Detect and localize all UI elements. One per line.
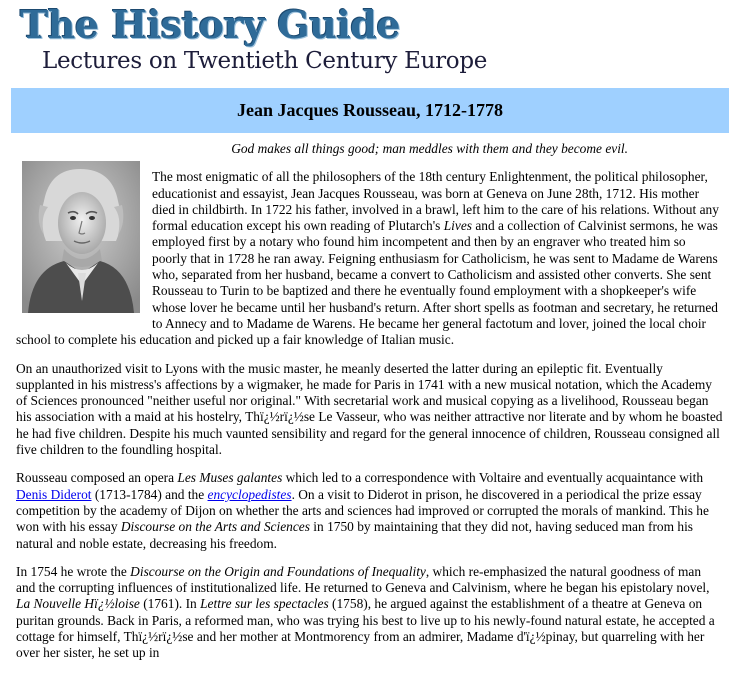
p4-text-d: (1758), he argued against the establishment of a theatre at Geneva on puritan grounds. Back in Paris, a reformed man, who was trying his best to live up to his newly-found natural estate, he accepted a cottage for himself, Thï¿½rï¿½se and her mother at Montmorency from an admirer, Madame d'ï¿½pinay, but quarreling with her over her sister, he set up in	[16, 596, 715, 661]
paragraph-inequality	[16, 564, 723, 662]
paragraph-opera-diderot	[16, 470, 723, 551]
site-logo-subtitle: Lectures on Twentieth Century Europe	[42, 48, 488, 74]
p1-text-a: The most enigmatic of all the philosophers of the 18th century Enlightenment, the political philosopher, educationist and essayist, Jean Jacques Rousseau, was born at Geneva on June 28th, 1712. His mother died in childbirth. In 1722 his father, involved in a brawl, left him to the care of his relations. Without any formal education except his own reading of Plutarch's	[152, 169, 719, 234]
heloise-title: La Nouvelle Hï¿½loise	[16, 596, 140, 612]
p3-text-b: which led to a correspondence with Voltaire and eventually acquaintance with	[282, 470, 704, 486]
rousseau-portrait-image	[22, 161, 140, 313]
p3-text-e: in 1750 by maintaining that they did not, having seduced man from his natural and noble estate, decreasing his freedom.	[16, 519, 694, 551]
p4-text-b: , which re-emphasized the natural goodness of man and the corrupting influences of institutionalized life. He returned to Geneva and Calvinism, where he began his epistolary novel,	[16, 563, 710, 596]
article-body	[16, 141, 723, 674]
opera-title: Les Muses galantes	[177, 470, 283, 486]
encyclopedistes-link-text: encyclopedistes	[207, 486, 292, 502]
inequality-title: Discourse on the Origin and Foundations of Inequality	[130, 563, 426, 579]
site-header	[0, 0, 741, 86]
p1-text-b: and a collection of Calvinist sermons, he was employed first by a notary who found him incompetent and then by an engraver who treated him so poorly that in 1728 he ran away. Feigning enthusiasm for Catholicism, he was sent to Madame de Warens who, separated from her husband, became a convert to Catholicism and assisted other converts. She sent Rousseau to Turin to be baptized and there he eventually found employment with a shopkeeper's wife whose lover he became until her husband's return. After short spells as footman and secretary, he returned to Annecy and to Madame de Warens. He became her general factotum and lover, joined the local choir school to complete his education and picked up a fair knowledge of Italian music.	[16, 218, 718, 348]
site-logo-title[interactable]: The History Guide	[20, 2, 401, 47]
page-title-bar	[11, 88, 729, 133]
p3-text-d: . On a visit to Diderot in prison, he discovered in a periodical the prize essay competition by the academy of Dijon on whether the arts and sciences had improved or corrupted the morals of mankind. This he won with his essay	[16, 486, 709, 535]
discourse-arts-title: Discourse on the Arts and Sciences	[120, 519, 310, 535]
p4-text-c: (1761). In	[139, 596, 201, 612]
p3-text-c: (1713-1784) and the	[91, 486, 208, 502]
p3-text-a: Rousseau composed an opera	[16, 470, 178, 486]
plutarch-lives-title: Lives	[443, 218, 472, 234]
encyclopedistes-link[interactable]	[208, 487, 292, 502]
page-title: Jean Jacques Rousseau, 1712-1778	[236, 100, 504, 120]
denis-diderot-link[interactable]: Denis Diderot	[16, 486, 92, 502]
epigraph-quote: God makes all things good; man meddles with them and they become evil.	[231, 141, 628, 156]
p4-text-a: In 1754 he wrote the	[16, 563, 131, 579]
paragraph-paris: On an unauthorized visit to Lyons with the music master, he meanly deserted the latter during an epileptic fit. Eventually supplanted in his mistress's affections by a wigmaker, he made for Paris in 1741 with a new musical notation, which the Academy of Sciences pronounced "neither useful nor original." With secretarial work and musical copying as a livelihood, Rousseau began his association with a maid at his hostelry, Thï¿½rï¿½se Le Vasseur, who was neither attractive nor literate and by whom he boasted he had five children. Despite his much vaunted sensibility and regard for the general innocence of children, Rousseau consigned all five children to the foundling hospital.	[16, 360, 723, 458]
lettre-spectacles-title: Lettre sur les spectacles	[200, 596, 329, 612]
